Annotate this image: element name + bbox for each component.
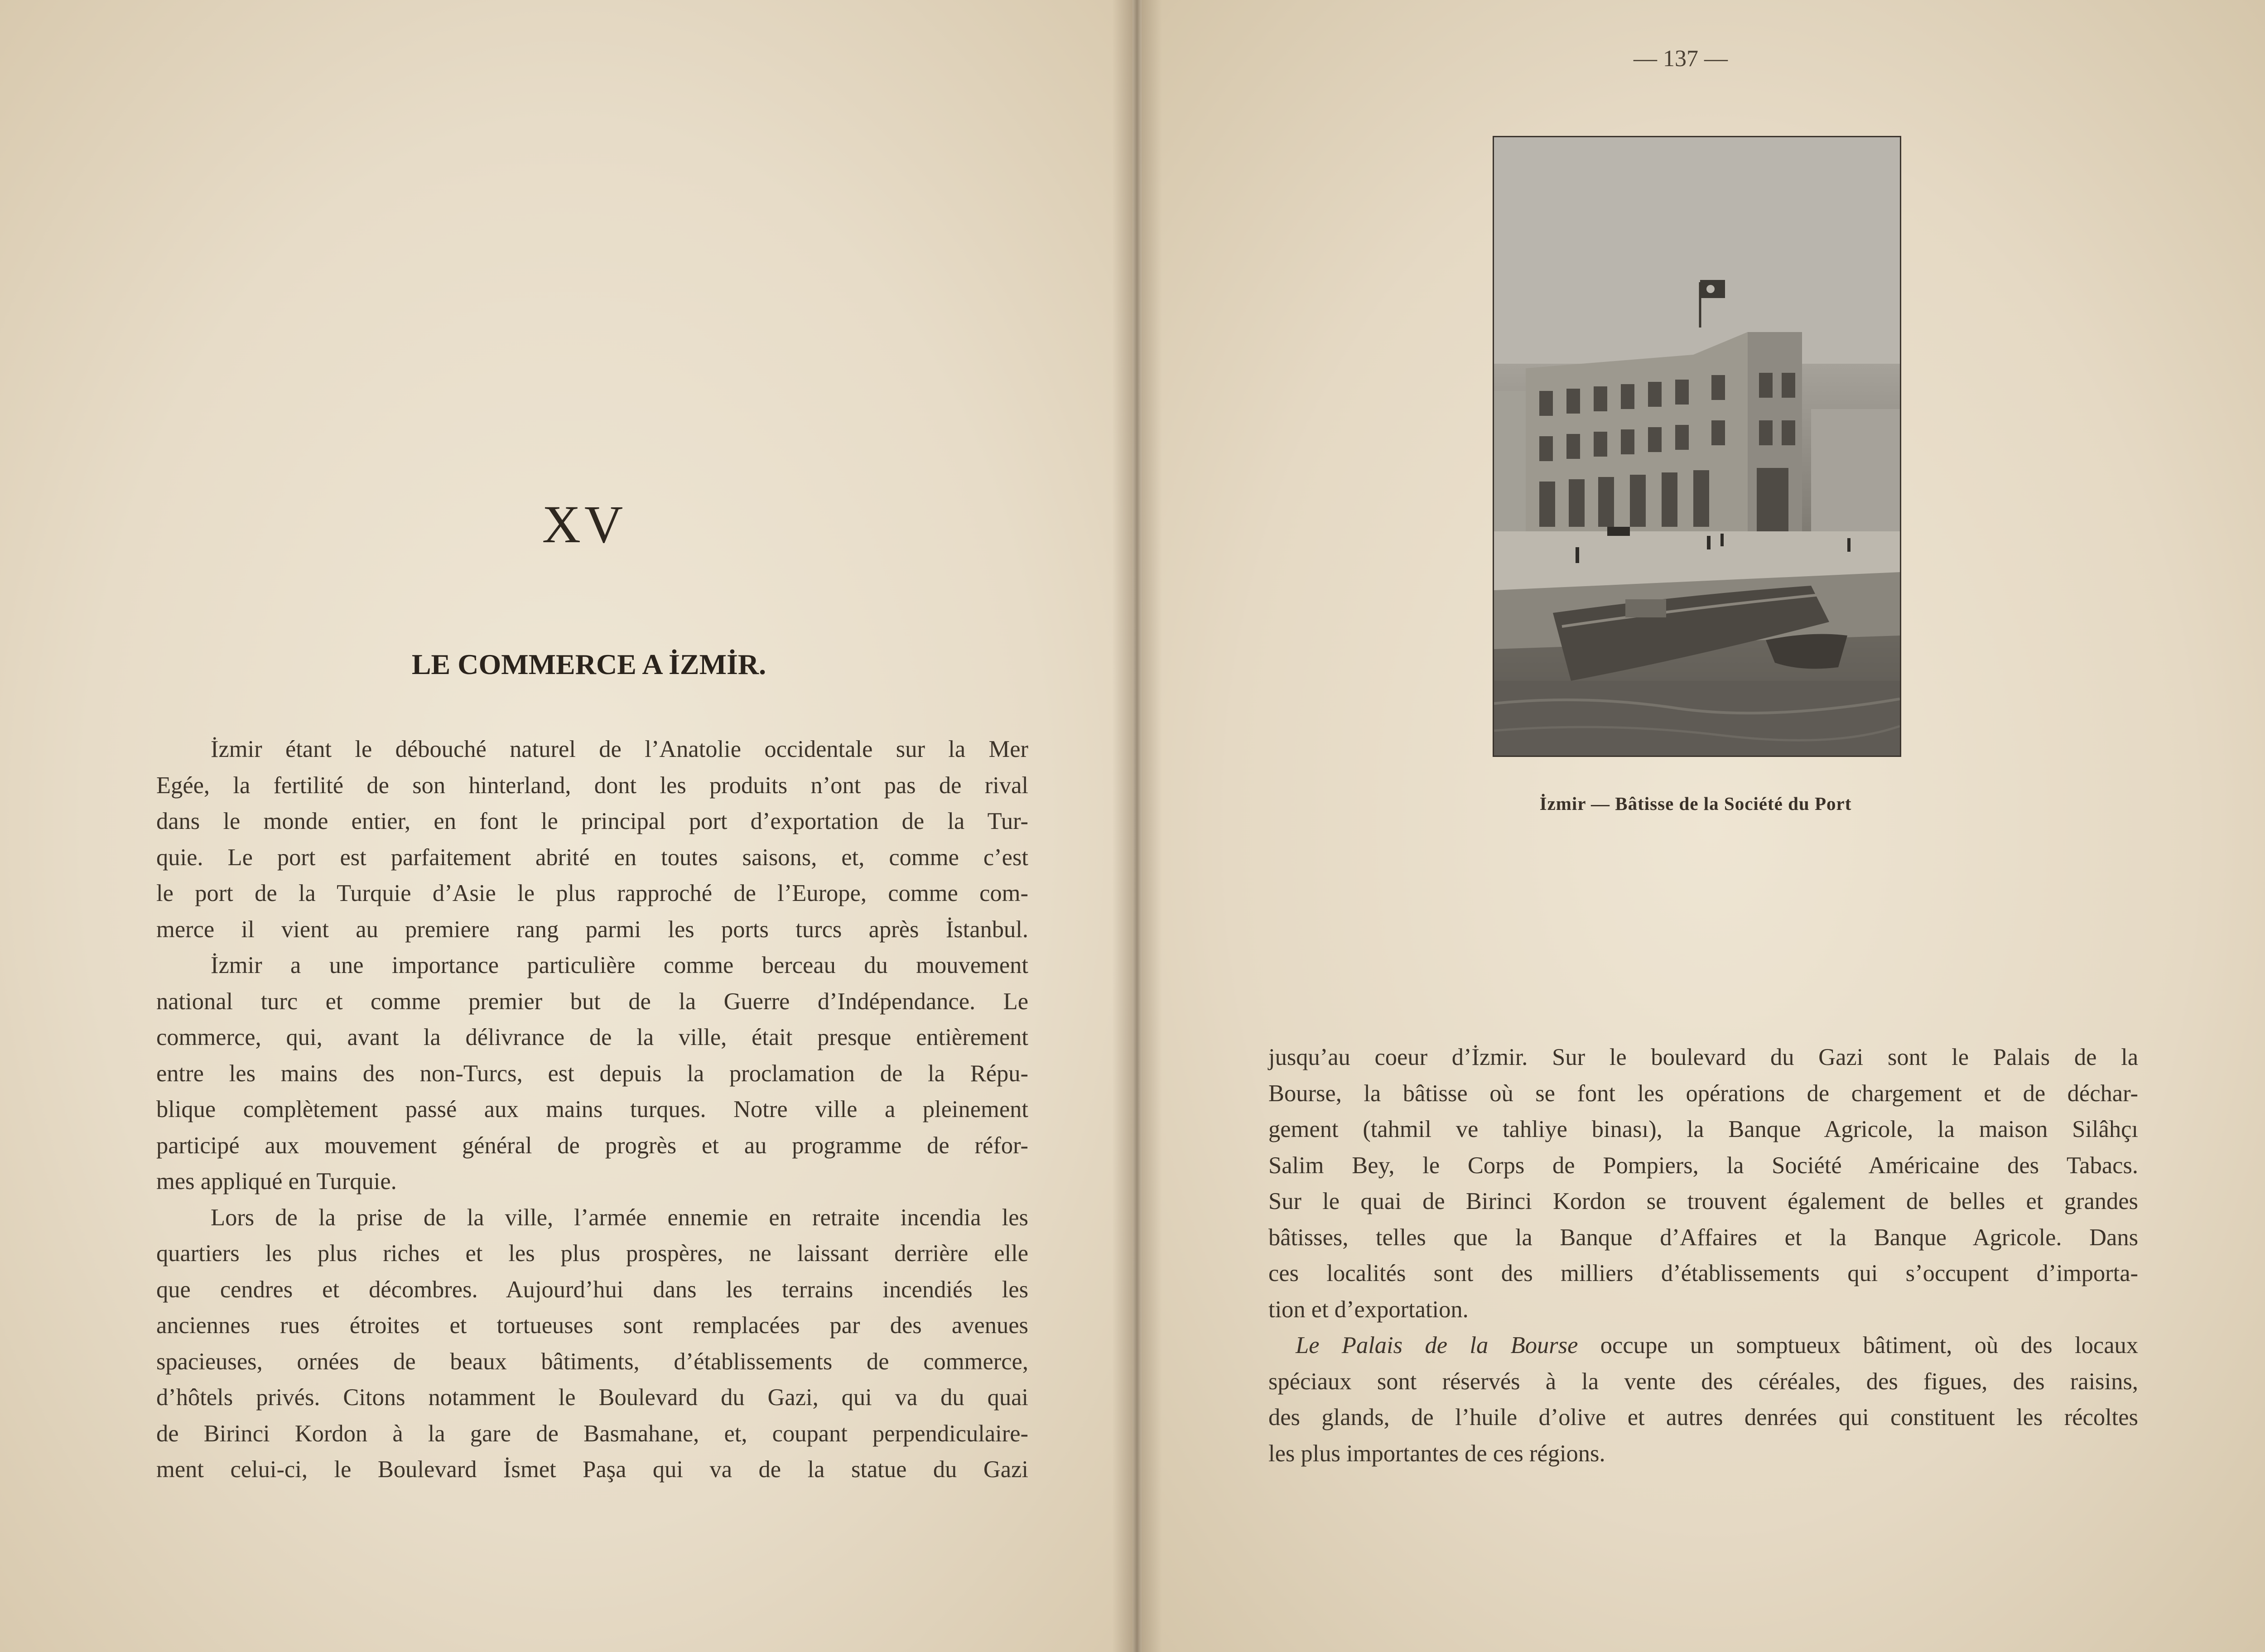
- text-line: de Birinci Kordon à la gare de Basmahane, et, coupant perpendiculaire-: [156, 1420, 1028, 1447]
- photo-illustration: [1494, 137, 1900, 756]
- building-photo: [1493, 136, 1901, 757]
- text-line: jusqu’au coeur d’İzmir. Sur le boulevard du Gazi sont le Palais de la: [1268, 1044, 2138, 1070]
- text-line: d’hôtels privés. Citons notamment le Boulevard du Gazi, qui va du quai: [156, 1384, 1028, 1411]
- text-line: anciennes rues étroites et tortueuses sont remplacées par des avenues: [156, 1312, 1028, 1339]
- left-page-body: [156, 732, 1028, 1488]
- paragraph: [1268, 1328, 2138, 1472]
- text-line: tion et d’exportation.: [1268, 1296, 1469, 1323]
- text-line: Lors de la prise de la ville, l’armée ennemie en retraite incendia les: [211, 1204, 1028, 1231]
- text-fragment: occupe un somptueux bâtiment, où des locaux: [1600, 1332, 2138, 1358]
- paragraph: [1268, 1040, 2138, 1328]
- text-line: blique complètement passé aux mains turques. Notre ville a pleinement: [156, 1096, 1028, 1122]
- text-line: quie. Le port est parfaitement abrité en toutes saisons, et, comme c’est: [156, 844, 1028, 871]
- text-line: mes appliqué en Turquie.: [156, 1168, 397, 1194]
- text-line: dans le monde entier, en font le principal port d’exportation de la Tur-: [156, 808, 1028, 834]
- book-gutter: [1112, 0, 1162, 1652]
- text-line: Salim Bey, le Corps de Pompiers, la Société Américaine des Tabacs.: [1268, 1152, 2138, 1179]
- text-line: İzmir étant le débouché naturel de l’Anatolie occidentale sur la Mer: [211, 736, 1028, 762]
- text-line: que cendres et décombres. Aujourd’hui dans les terrains incendiés les: [156, 1276, 1028, 1303]
- paragraph: [156, 732, 1028, 948]
- italic-heading: Le Palais de la Bourse: [1296, 1332, 1578, 1358]
- text-line: Sur le quai de Birinci Kordon se trouvent également de belles et grandes: [1268, 1188, 2138, 1214]
- right-page-body: [1268, 1040, 2138, 1472]
- text-line: spacieuses, ornées de beaux bâtiments, d’établissements de commerce,: [156, 1348, 1028, 1375]
- text-line: [1268, 1328, 2138, 1364]
- chapter-title: LE COMMERCE A İZMİR.: [411, 648, 766, 680]
- text-line: ment celui-ci, le Boulevard İsmet Paşa qui va de la statue du Gazi: [156, 1456, 1028, 1483]
- text-line: participé aux mouvement général de progrès et au programme de réfor-: [156, 1132, 1028, 1159]
- text-line: İzmir a une importance particulière comme berceau du mouvement: [211, 952, 1028, 978]
- text-line: entre les mains des non-Turcs, est depuis la proclamation de la Répu-: [156, 1060, 1028, 1087]
- chapter-number: XV: [542, 495, 627, 554]
- paragraph: [156, 948, 1028, 1200]
- text-line: Bourse, la bâtisse où se font les opérations de chargement et de déchar-: [1268, 1080, 2138, 1107]
- text-line: le port de la Turquie d’Asie le plus rapproché de l’Europe, comme com-: [156, 880, 1028, 906]
- text-line: merce il vient au premiere rang parmi les ports turcs après İstanbul.: [156, 916, 1028, 943]
- text-line: gement (tahmil ve tahliye binası), la Banque Agricole, la maison Silâhçı: [1268, 1116, 2138, 1142]
- text-line: ces localités sont des milliers d’établissements qui s’occupent d’importa-: [1268, 1260, 2138, 1286]
- text-line: bâtisses, telles que la Banque d’Affaires et la Banque Agricole. Dans: [1268, 1224, 2138, 1251]
- text-line: spéciaux sont réservés à la vente des céréales, des figues, des raisins,: [1268, 1368, 2138, 1395]
- text-line: quartiers les plus riches et les plus prospères, ne laissant derrière elle: [156, 1240, 1028, 1267]
- paragraph: [156, 1200, 1028, 1488]
- page-number: — 137 —: [1634, 46, 1728, 72]
- text-line: Egée, la fertilité de son hinterland, dont les produits n’ont pas de rival: [156, 772, 1028, 799]
- text-line: les plus importantes de ces régions.: [1268, 1440, 1605, 1467]
- text-line: national turc et comme premier but de la Guerre d’Indépendance. Le: [156, 988, 1028, 1015]
- text-line: des glands, de l’huile d’olive et autres denrées qui constituent les récoltes: [1268, 1404, 2138, 1430]
- text-line: commerce, qui, avant la délivrance de la ville, était presque entièrement: [156, 1024, 1028, 1050]
- photo-caption: İzmir — Bâtisse de la Société du Port: [1539, 793, 1852, 814]
